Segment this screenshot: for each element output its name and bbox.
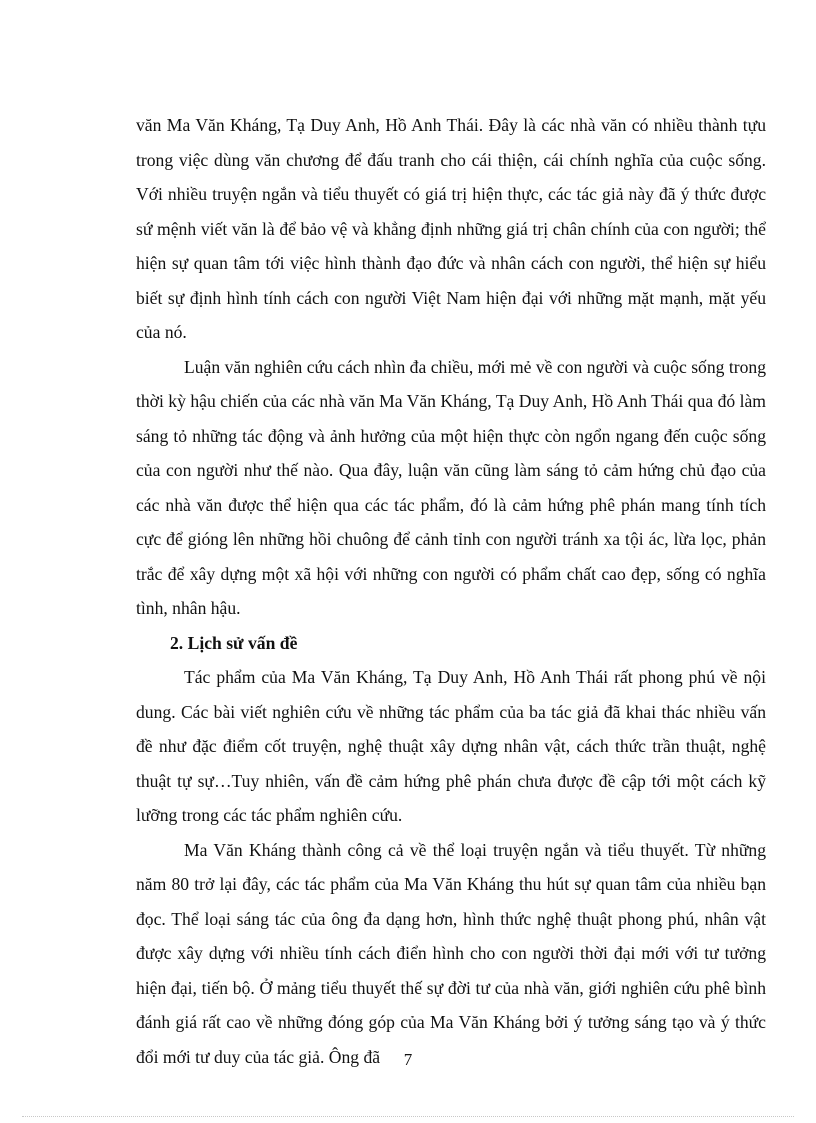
paragraph-thesis-scope: Luận văn nghiên cứu cách nhìn đa chiều, mới mẻ về con người và cuộc sống trong thời kỳ hậu chiến của các nhà văn Ma Văn Kháng, Tạ Duy Anh, Hồ Anh Thái qua đó làm sáng tỏ những tác động và ảnh hưởng của một hiện thực còn ngổn ngang đến cuộc sống của con người như thế nào. Qua đây, luận văn cũng làm sáng tỏ cảm hứng chủ đạo của các nhà văn được thể hiện qua các tác phẩm, đó là cảm hứng phê phán mang tính tích cực để gióng lên những hồi chuông để cảnh tỉnh con người tránh xa tội ác, lừa lọc, phản trắc để xây dựng một xã hội với những con người có phẩm chất cao đẹp, sống có nghĩa tình, nhân hậu. [136, 356, 766, 618]
page-number: 7 [403, 1050, 413, 1069]
paragraph-ma-van-khang: Ma Văn Kháng thành công cả về thể loại truyện ngắn và tiểu thuyết. Từ những năm 80 trở lại đây, các tác phẩm của Ma Văn Kháng thu hút sự quan tâm của nhiều bạn đọc. Thể loại sáng tác của ông đa dạng hơn, hình thức nghệ thuật phong phú, nhân vật được xây dựng với nhiều tính cách điển hình cho con người thời đại mới với tư tưởng hiện đại, tiến bộ. Ở mảng tiểu thuyết thế sự đời tư của nhà văn, giới nghiên cứu phê bình đánh giá rất cao về những đóng góp của Ma Văn Kháng bởi ý tưởng sáng tạo và ý thức đổi mới tư duy của tác giả. Ông đã [136, 839, 766, 1067]
page-bottom-divider [22, 1116, 794, 1117]
paragraph-research-history: Tác phẩm của Ma Văn Kháng, Tạ Duy Anh, Hồ Anh Thái rất phong phú về nội dung. Các bài viết nghiên cứu về những tác phẩm của ba tác giả đã khai thác nhiều vấn đề như đặc điểm cốt truyện, nghệ thuật xây dựng nhân vật, cách thức trần thuật, nghệ thuật tự sự…Tuy nhiên, vấn đề cảm hứng phê phán chưa được đề cập tới một cách kỹ lưỡng trong các tác phẩm nghiên cứu. [136, 667, 766, 825]
page-body [136, 108, 766, 1074]
paragraph-continuation: văn Ma Văn Kháng, Tạ Duy Anh, Hồ Anh Thái. Đây là các nhà văn có nhiều thành tựu trong việc dùng văn chương để đấu tranh cho cái thiện, cái chính nghĩa của cuộc sống. Với nhiều truyện ngắn và tiểu thuyết có giá trị hiện thực, các tác giả này đã ý thức được sứ mệnh viết văn là để bảo vệ và khẳng định những giá trị chân chính của con người; thể hiện sự quan tâm tới việc hình thành đạo đức và nhân cách con người, thể hiện sự hiểu biết sự định hình tính cách con người Việt Nam hiện đại với những mặt mạnh, mặt yếu của nó. [136, 115, 766, 342]
section-heading: 2. Lịch sử vấn đề [170, 632, 298, 653]
